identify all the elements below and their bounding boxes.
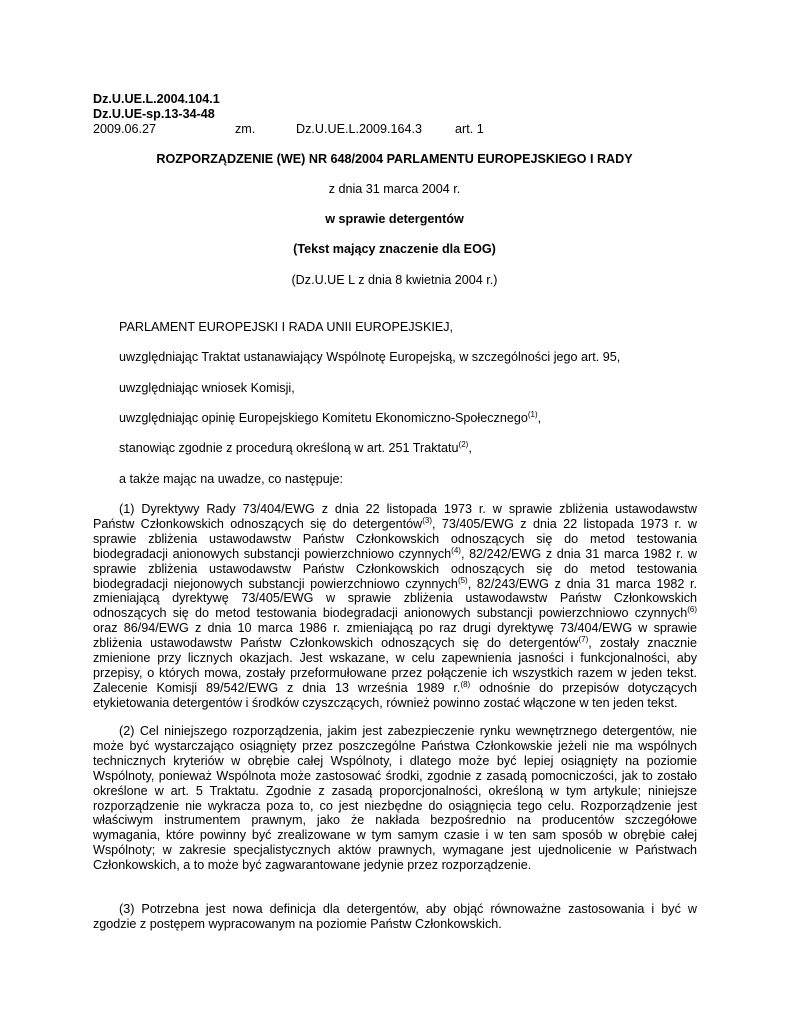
reference-ojl: Dz.U.UE.L.2004.104.1 xyxy=(93,92,220,106)
recital-1-text: (1) Dyrektywy Rady 73/404/EWG z dnia 22 listopada 1973 r. w sprawie zbliżenia ustawodawstw Państw Członkowskich odnoszących się do detergentów xyxy=(93,502,697,531)
footnote-ref: (6) xyxy=(687,605,697,615)
preamble-committee-text: uwzględniając opinię Europejskiego Komitetu Ekonomiczno-Społecznego xyxy=(119,411,528,425)
amendment-article: art. 1 xyxy=(455,122,484,136)
recital-1-text: , 82/243/EWG z dnia 31 marca 1982 r. zmieniającą dyrektywę 73/405/EWG w sprawie zbliżenia ustawodawstw Państw Członkowskich odnoszących się do metod testowania biodegradacji anionowych substancji powierzchniowo czynnych xyxy=(93,576,697,621)
amendment-reference: Dz.U.UE.L.2009.164.3 xyxy=(296,122,423,136)
recital-1-text: oraz 86/94/EWG z dnia 10 marca 1986 r. zmieniającą po raz drugi dyrektywę 73/404/EWG w sprawie zbliżenia ustawodawstw Państw Członkowskich odnoszących się do detergentów xyxy=(93,621,697,651)
preamble-committee xyxy=(119,411,541,426)
footnote-ref: (5) xyxy=(457,575,468,585)
recital-1 xyxy=(93,502,697,711)
reference-special-edition: Dz.U.UE-sp.13-34-48 xyxy=(93,107,215,121)
eea-relevance-note: (Tekst mający znaczenie dla EOG) xyxy=(293,242,496,256)
preamble-whereas: a także mając na uwadze, co następuje: xyxy=(119,472,344,486)
recital-2: (2) Cel niniejszego rozporządzenia, jakim jest zabezpieczenie rynku wewnętrznego detergentów, nie może być wystarczająco osiągnięty przez poszczególne Państwa Członkowskie jeżeli nie ma wspólnych technicznych kryteriów w obrębie całej Wspólnoty, i dlatego może być lepiej osiągnięty na poziomie Wspólnoty, ponieważ Wspólnota może zastosować środki, zgodnie z zasadą pomocniczości, jak to zostało określone w art. 5 Traktatu. Zgodnie z zasadą proporcjonalności, określoną w tym artykule; niniejsze rozporządzenie nie wykracza poza to, co jest niezbędne do osiągnięcia tego celu. Rozporządzenie jest właściwym instrumentem prawnym, jako że nakłada bezpośrednio na producentów szczegółowe wymagania, które powinny być zrealizowane w tym samym czasie i w ten sam sposób w obrębie całej Wspólnoty; w zakresie specjalistycznych aktów prawnych, wymagane jest ujednolicenie w Państwach Członkowskich, a to może być zagwarantowane jedynie przez rozporządzenie. xyxy=(93,724,697,873)
preamble-procedure xyxy=(119,441,472,456)
footnote-ref: (3) xyxy=(422,515,433,525)
recital-1-text: , 82/242/EWG z dnia 31 marca 1982 r. w sprawie zbliżenia ustawodawstw Państw Członkowskich odnoszących się do metod testowania biodegradacji niejonowych substancji powierzchniowo czynnych xyxy=(93,546,697,591)
preamble-treaty: uwzględniając Traktat ustanawiający Wspólnotę Europejską, w szczególności jego art. 95, xyxy=(119,350,621,364)
footnote-ref: (7) xyxy=(578,635,589,645)
preamble-procedure-end: , xyxy=(468,441,472,455)
recital-1-text: , zostały znacznie zmienione przy licznych okazjach. Jest wskazane, w celu zapewnienia jasności i funkcjonalności, aby przepisy, o których mowa, zostały przeformułowane przez połączenie ich wszystkich razem w jeden tekst. Zalecenie Komisji 89/542/EWG z dnia 13 września 1989 r. xyxy=(93,636,697,695)
amendment-label: zm. xyxy=(235,122,256,136)
amendment-date: 2009.06.27 xyxy=(93,122,157,136)
preamble-parliament: PARLAMENT EUROPEJSKI I RADA UNII EUROPEJSKIEJ, xyxy=(119,320,454,334)
recital-3: (3) Potrzebna jest nowa definicja dla detergentów, aby objąć równoważne zastosowania i być w zgodzie z postępem wypracowanym na poziomie Państw Członkowskich. xyxy=(93,902,697,931)
journal-reference: (Dz.U.UE L z dnia 8 kwietnia 2004 r.) xyxy=(291,273,498,287)
preamble-committee-end: , xyxy=(537,411,542,425)
footnote-ref: (1) xyxy=(527,410,538,419)
regulation-date: z dnia 31 marca 2004 r. xyxy=(328,182,461,196)
regulation-title: ROZPORZĄDZENIE (WE) NR 648/2004 PARLAMENTU EUROPEJSKIEGO I RADY xyxy=(156,152,633,166)
recital-1-text: odnośnie do przepisów dotyczących etykietowania detergentów i środków czyszczących, również powinno zostać włączone w ten jeden tekst. xyxy=(93,680,697,710)
regulation-subject: w sprawie detergentów xyxy=(325,212,464,226)
footnote-ref: (8) xyxy=(460,679,471,689)
preamble-procedure-text: stanowiąc zgodnie z procedurą określoną w art. 251 Traktatu xyxy=(119,441,459,455)
preamble-commission: uwzględniając wniosek Komisji, xyxy=(119,381,295,395)
recital-1-text: , 73/405/EWG z dnia 22 listopada 1973 r. w sprawie zbliżenia ustawodawstw Państw Członkowskich odnoszących się do metod testowania biodegradacji anionowych substancji powierzchniowo czynnych xyxy=(93,516,697,561)
footnote-ref: (2) xyxy=(458,440,469,449)
footnote-ref: (4) xyxy=(451,545,461,555)
amendment-row xyxy=(93,122,593,138)
